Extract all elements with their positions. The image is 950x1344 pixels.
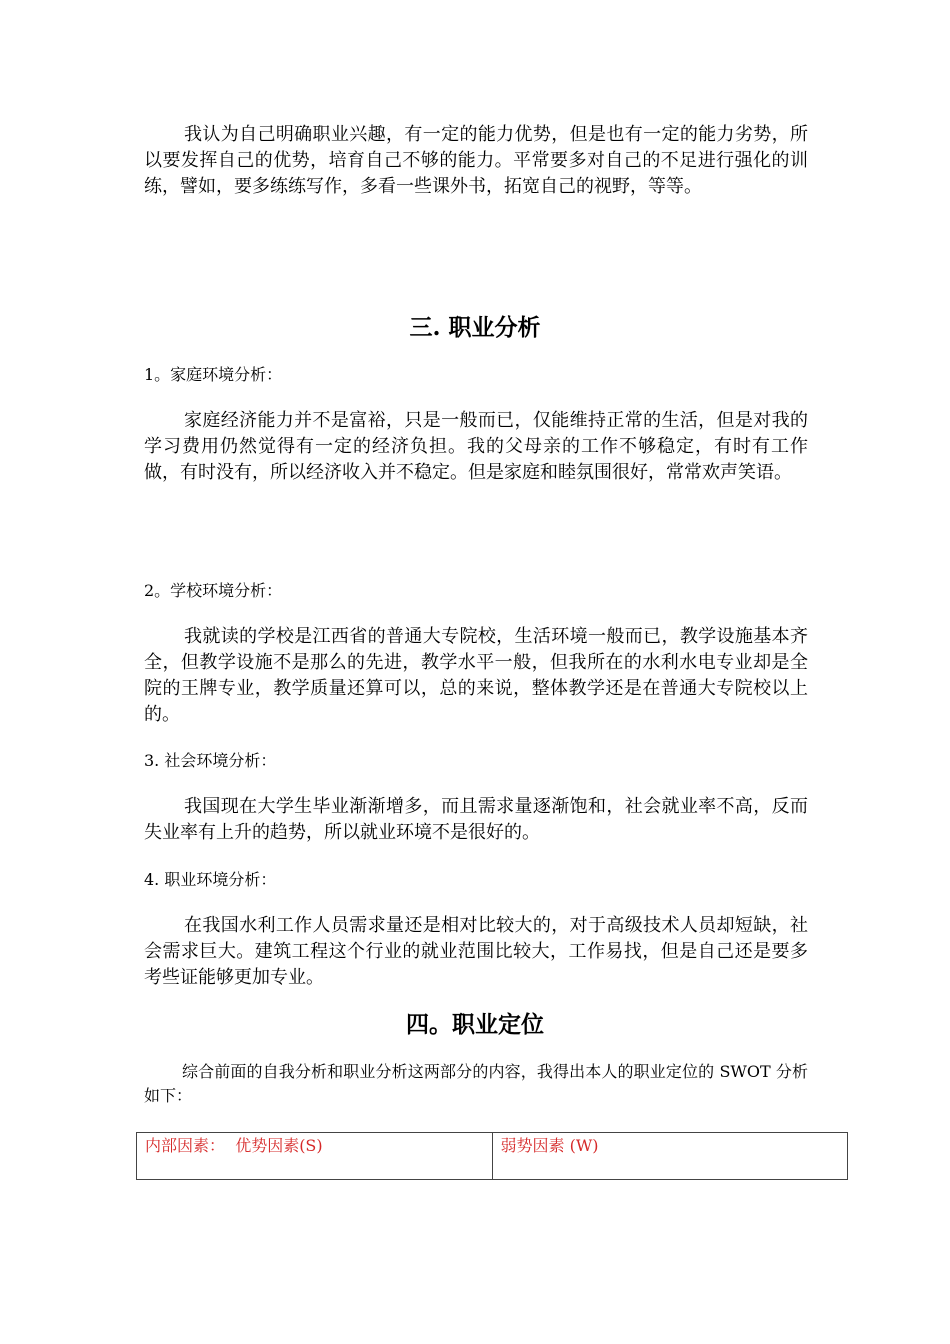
section-3-item-4-text: 在我国水利工作人员需求量还是相对比较大的，对于高级技术人员却短缺，社会需求巨大。建筑工程这个行业的就业范围比较大，工作易找，但是自己还是要多考些证能够更加专业。 [144,915,808,988]
swot-cell-weaknesses [492,1133,848,1180]
strengths-label: 优势因素(S) [235,1136,323,1155]
section-3-item-3-text: 我国现在大学生毕业渐渐增多，而且需求量逐渐饱和，社会就业率不高，反而失业率有上升的趋势，所以就业环境不是很好的。 [144,796,808,843]
internal-factors-label: 内部因素： [145,1136,226,1155]
section-3-item-2-text: 我就读的学校是江西省的普通大专院校，生活环境一般而已，教学设施基本齐全，但教学设施不是那么的先进，教学水平一般，但我所在的水利水电专业却是全院的王牌专业，教学质量还算可以，总的来说，整体教学还是在普通大专院校以上的。 [144,626,808,725]
section-3-item-3-heading: 3. 社会环境分析： [144,751,277,770]
section-3-item-1-text: 家庭经济能力并不是富裕，只是一般而已，仅能维持正常的生活，但是对我的学习费用仍然觉得有一定的经济负担。我的父母亲的工作不够稳定，有时有工作做，有时没有，所以经济收入并不稳定。但是家庭和睦氛围很好，常常欢声笑语。 [144,410,808,483]
section-3-item-1-heading: 1。家庭环境分析： [144,365,283,384]
weaknesses-label: 弱势因素 (W) [500,1136,599,1155]
section-4-title: 四。职业定位 [406,1011,544,1038]
section-3-item-4-heading: 4. 职业环境分析： [144,870,277,889]
section-3-item-2-heading: 2。学校环境分析： [144,581,283,600]
swot-cell-strengths [137,1133,493,1180]
intro-paragraph: 我认为自己明确职业兴趣，有一定的能力优势，但是也有一定的能力劣势，所以要发挥自己的优势，培育自己不够的能力。平常要多对自己的不足进行强化的训练，譬如，要多练练写作，多看一些课外书，拓宽自己的视野，等等。 [144,124,808,197]
section-3-title: 三. 职业分析 [409,314,541,341]
swot-table [136,1132,848,1180]
section-4-intro: 综合前面的自我分析和职业分析这两部分的内容，我得出本人的职业定位的 SWOT 分析如下： [144,1062,808,1105]
swot-table-row [137,1133,848,1180]
